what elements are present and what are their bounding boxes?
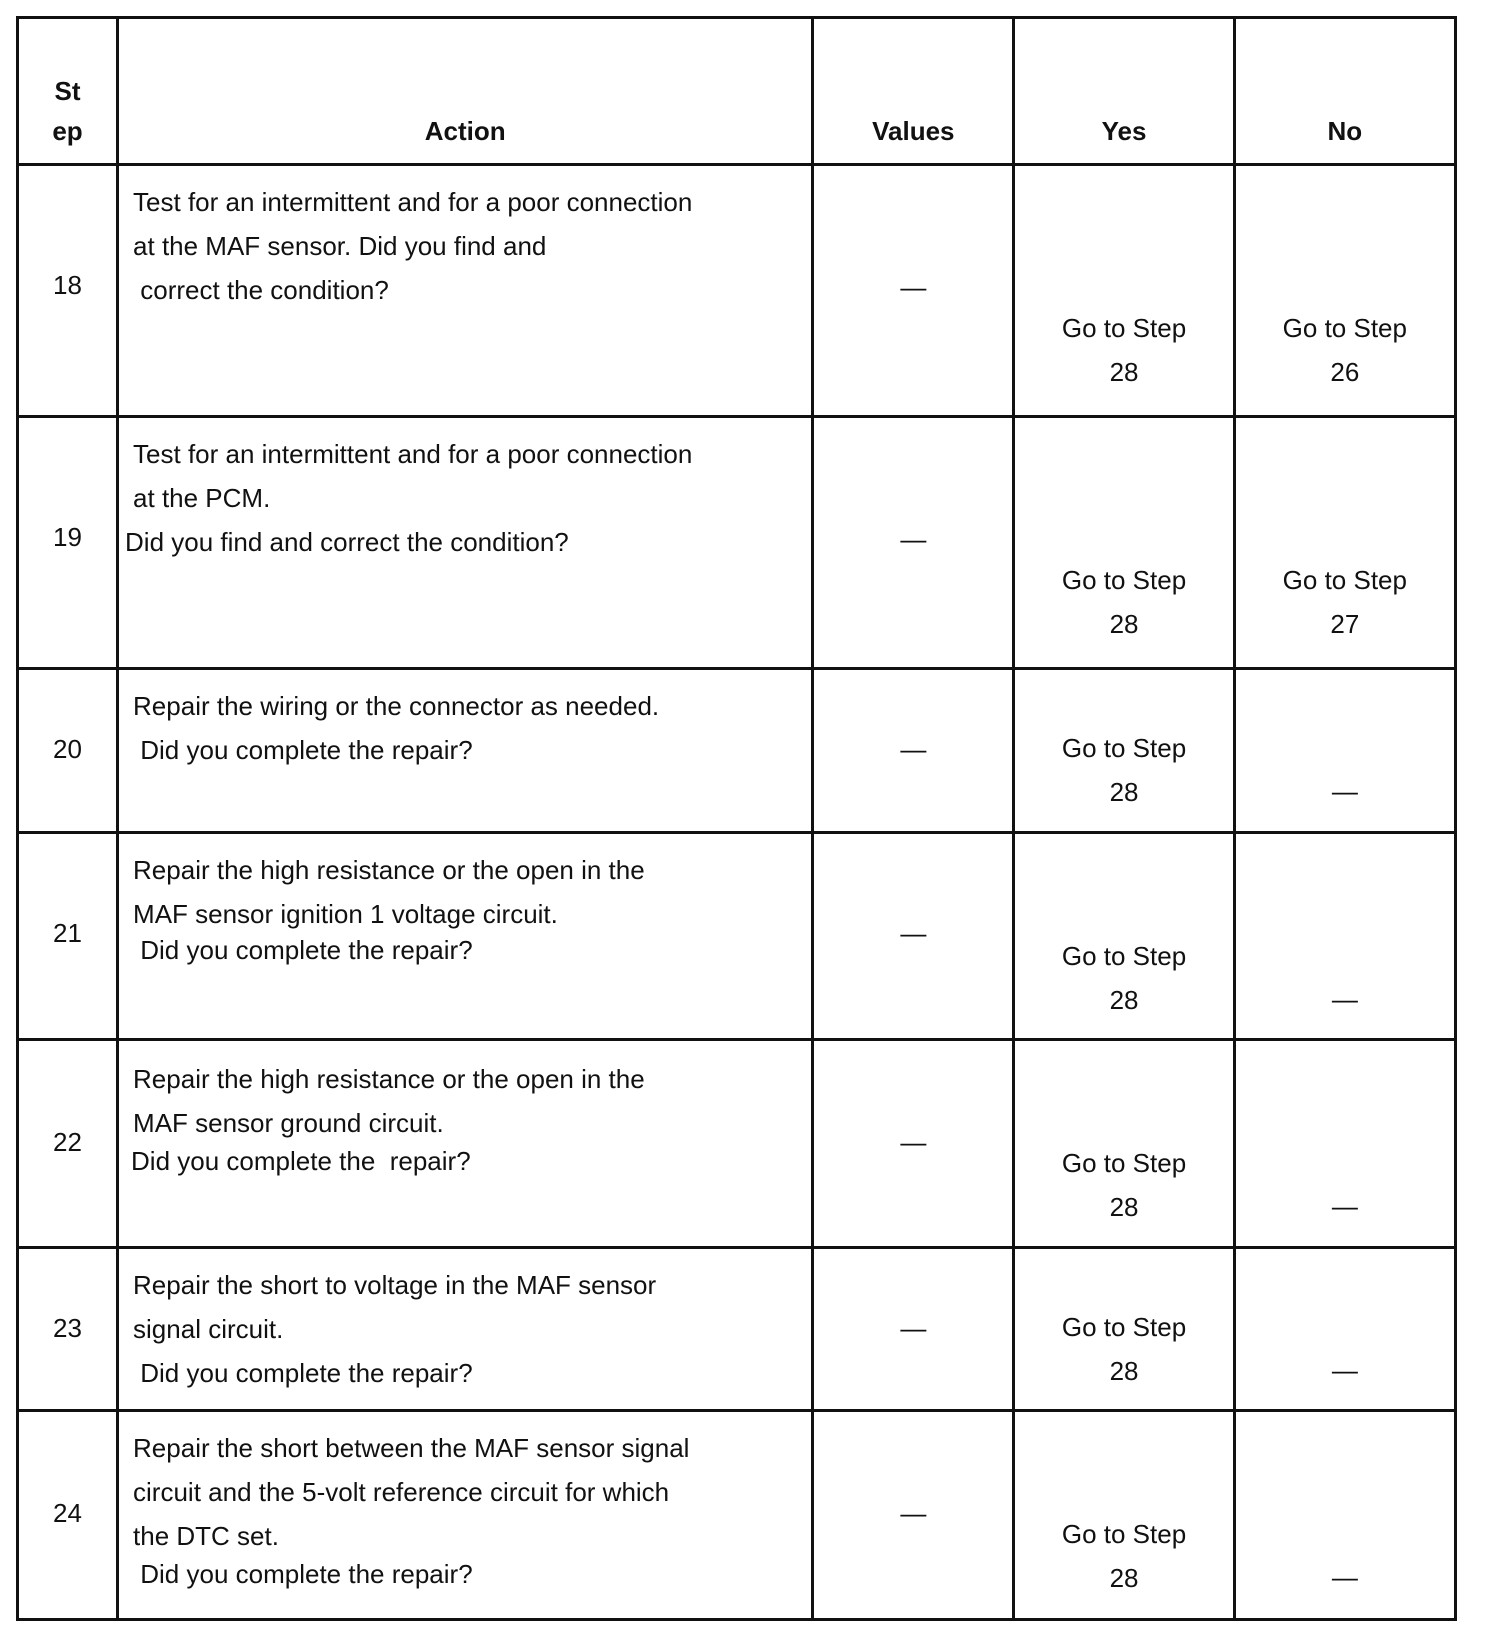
table-row <box>18 416 1456 668</box>
step-cell <box>18 832 118 1040</box>
values-cell <box>813 416 1014 668</box>
yes-goto-label: Go to Step <box>1061 1519 1187 1550</box>
values-dash: — <box>900 523 927 554</box>
values-dash: — <box>900 1313 927 1344</box>
action-line: Test for an intermittent and for a poor connection <box>133 438 693 469</box>
action-line: MAF sensor ground circuit. <box>133 1108 444 1139</box>
no-goto-label: Go to Step <box>1282 312 1407 343</box>
action-line: MAF sensor ignition 1 voltage circuit. <box>133 898 558 929</box>
no-cell <box>1234 164 1455 416</box>
no-cell <box>1234 1411 1455 1620</box>
action-line: the DTC set. <box>133 1521 279 1552</box>
table-row <box>18 1411 1456 1620</box>
yes-goto-label: Go to Step <box>1061 1312 1187 1343</box>
no-dash: — <box>1331 775 1358 806</box>
no-goto-step: 27 <box>1330 608 1360 639</box>
step-cell <box>18 416 118 668</box>
header-action-label: Action <box>424 116 506 146</box>
yes-cell <box>1014 1411 1234 1620</box>
action-cell <box>118 164 813 416</box>
header-no-label: No <box>1327 116 1363 146</box>
step-cell <box>18 1248 118 1411</box>
values-dash: — <box>900 1127 927 1158</box>
yes-goto-step: 28 <box>1109 1563 1139 1594</box>
no-cell <box>1234 668 1455 832</box>
action-line: Repair the short to voltage in the MAF sensor <box>133 1270 657 1301</box>
action-line: Did you complete the repair? <box>133 734 473 765</box>
action-line: Did you complete the repair? <box>133 1358 473 1389</box>
no-dash: — <box>1331 983 1358 1014</box>
step-number: 23 <box>53 1313 82 1344</box>
values-cell <box>813 832 1014 1040</box>
header-action <box>118 18 813 165</box>
table-row <box>18 1248 1456 1411</box>
action-line: Repair the high resistance or the open in the <box>133 854 645 885</box>
action-line: Repair the short between the MAF sensor signal <box>133 1433 690 1464</box>
action-line: circuit and the 5-volt reference circuit for which <box>133 1477 670 1508</box>
no-cell <box>1234 1248 1455 1411</box>
values-cell <box>813 1411 1014 1620</box>
header-no <box>1234 18 1455 165</box>
table-row <box>18 668 1456 832</box>
action-cell <box>118 1248 813 1411</box>
step-number: 19 <box>53 521 82 552</box>
header-step <box>18 18 118 165</box>
step-number: 24 <box>53 1498 82 1529</box>
step-cell <box>18 1040 118 1248</box>
action-line: Test for an intermittent and for a poor connection <box>133 186 693 217</box>
header-yes-label: Yes <box>1101 116 1147 146</box>
header-step-line2: ep <box>52 116 83 146</box>
action-line: correct the condition? <box>133 274 389 305</box>
step-cell <box>18 1411 118 1620</box>
action-cell <box>118 668 813 832</box>
no-goto-label: Go to Step <box>1282 564 1407 595</box>
table-row <box>18 832 1456 1040</box>
yes-goto-label: Go to Step <box>1061 564 1187 595</box>
yes-goto-step: 28 <box>1109 984 1139 1015</box>
values-cell <box>813 1248 1014 1411</box>
diagnostic-table-sheet <box>16 16 1457 1621</box>
yes-cell <box>1014 1040 1234 1248</box>
table-row <box>18 164 1456 416</box>
values-dash: — <box>900 271 927 302</box>
values-dash: — <box>900 733 927 764</box>
diagnostic-table <box>16 16 1457 1621</box>
table-row <box>18 1040 1456 1248</box>
header-values-label: Values <box>872 116 955 146</box>
yes-cell <box>1014 164 1234 416</box>
step-cell <box>18 668 118 832</box>
action-line: Did you complete the repair? <box>131 1146 471 1177</box>
action-line: at the PCM. <box>133 482 271 513</box>
yes-goto-step: 28 <box>1109 776 1139 807</box>
action-cell <box>118 1411 813 1620</box>
yes-goto-step: 28 <box>1109 1192 1139 1223</box>
header-step-line1: St <box>54 76 81 106</box>
yes-goto-step: 28 <box>1109 1356 1139 1387</box>
yes-goto-label: Go to Step <box>1061 732 1187 763</box>
action-line: at the MAF sensor. Did you find and <box>133 230 547 261</box>
step-number: 18 <box>53 269 82 300</box>
values-cell <box>813 668 1014 832</box>
values-cell <box>813 164 1014 416</box>
table-header-row <box>18 18 1456 165</box>
step-number: 22 <box>53 1127 82 1158</box>
action-cell <box>118 416 813 668</box>
yes-cell <box>1014 416 1234 668</box>
no-dash: — <box>1331 1562 1358 1593</box>
yes-cell <box>1014 832 1234 1040</box>
header-values <box>813 18 1014 165</box>
step-cell <box>18 164 118 416</box>
step-number: 21 <box>53 917 82 948</box>
values-cell <box>813 1040 1014 1248</box>
action-cell <box>118 832 813 1040</box>
yes-goto-step: 28 <box>1109 356 1139 387</box>
yes-goto-label: Go to Step <box>1061 1148 1187 1179</box>
action-line: Did you find and correct the condition? <box>125 526 569 557</box>
step-number: 20 <box>53 733 82 764</box>
yes-goto-label: Go to Step <box>1061 312 1187 343</box>
header-yes <box>1014 18 1234 165</box>
action-line: Repair the high resistance or the open in the <box>133 1064 645 1095</box>
no-goto-step: 26 <box>1330 356 1360 387</box>
yes-cell <box>1014 668 1234 832</box>
no-cell <box>1234 832 1455 1040</box>
no-cell <box>1234 1040 1455 1248</box>
action-line: Did you complete the repair? <box>133 934 473 965</box>
values-dash: — <box>900 1498 927 1529</box>
action-line: signal circuit. <box>133 1314 284 1345</box>
values-dash: — <box>900 917 927 948</box>
no-dash: — <box>1331 1191 1358 1222</box>
action-cell <box>118 1040 813 1248</box>
action-line: Did you complete the repair? <box>133 1559 473 1590</box>
yes-goto-step: 28 <box>1109 608 1139 639</box>
yes-goto-label: Go to Step <box>1061 940 1187 971</box>
yes-cell <box>1014 1248 1234 1411</box>
action-line: Repair the wiring or the connector as needed. <box>133 690 660 721</box>
no-dash: — <box>1331 1355 1358 1386</box>
no-cell <box>1234 416 1455 668</box>
